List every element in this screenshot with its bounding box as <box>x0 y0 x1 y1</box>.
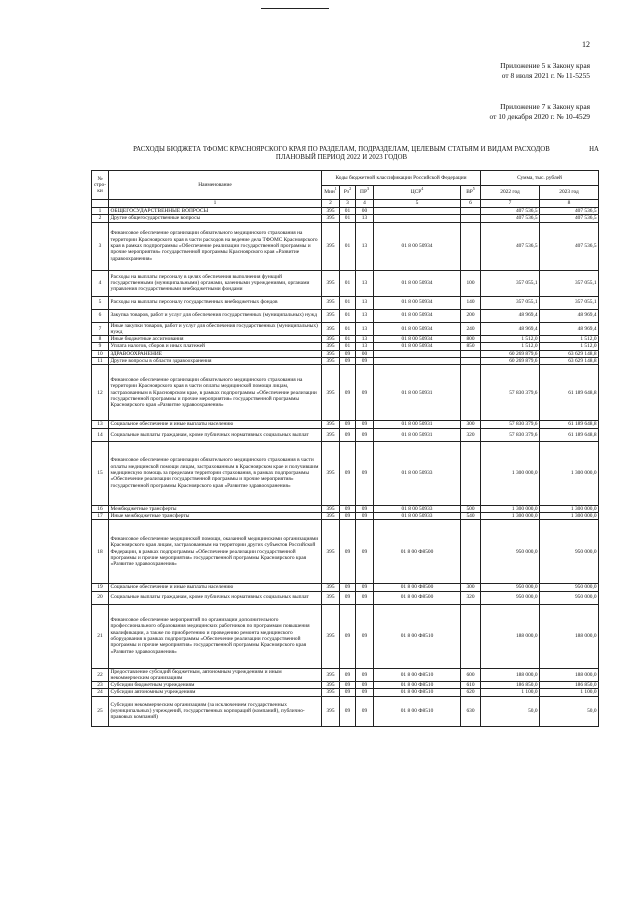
row-min-code: 395 <box>322 584 340 591</box>
row-rz-code: 09 <box>340 358 356 365</box>
column-number: 7 <box>481 200 540 208</box>
row-pr-code: 13 <box>356 343 374 350</box>
row-name: Социальные выплаты гражданам, кроме публичных нормативных социальных выплат <box>109 428 322 441</box>
row-number: 24 <box>92 689 109 696</box>
table-row <box>92 512 599 519</box>
row-name: Финансовое обеспечение организации обязательного медицинского страхования на территории Красноярского края в части оплаты медицинской помощи лицам, застрахованным в Красноярском крае, в рамках подпрограммы «Обеспечение реализации государственной программы и прочие мероприятия» государственной программы Красноярского края «Развитие здравоохранения» <box>109 365 322 421</box>
table-row <box>92 309 599 322</box>
appendix-reference-1 <box>500 61 590 80</box>
row-amount-2023: 950 000,0 <box>540 584 599 591</box>
row-min-code: 395 <box>322 441 340 505</box>
row-min-code: 395 <box>322 309 340 322</box>
header-2022: 2022 год <box>481 186 540 200</box>
row-min-code: 395 <box>322 208 340 215</box>
row-name: Социальное обеспечение и иные выплаты населению <box>109 584 322 591</box>
row-rz-code: 09 <box>340 505 356 512</box>
row-rz-code: 01 <box>340 336 356 343</box>
row-csr-code: 01 8 00 Ф8510 <box>374 668 461 682</box>
header-2023: 2023 год <box>540 186 599 200</box>
table-row <box>92 208 599 215</box>
row-csr-code: 01 8 00 50931 <box>374 428 461 441</box>
row-csr-code: 01 8 00 Ф8500 <box>374 584 461 591</box>
row-min-code: 395 <box>322 358 340 365</box>
row-pr-code: 13 <box>356 309 374 322</box>
row-amount-2023: 1 100,0 <box>540 689 599 696</box>
table-row <box>92 689 599 696</box>
header-pr: $ПР^3$ <box>356 186 374 200</box>
row-amount-2022: 1 100,0 <box>481 689 540 696</box>
row-name: Финансовое обеспечение организации обязательного медицинского страхования на территории Красноярского края в части расходов на ведение дела ТФОМС Красноярского края в рамках подпрограммы «Обеспечение реализации государственной программы и прочие мероприятия» государственной программы Красноярского края «Развитие здравоохранения» <box>109 222 322 270</box>
row-amount-2022: 950 000,0 <box>481 520 540 584</box>
table-row <box>92 322 599 336</box>
row-vr-code: 240 <box>461 322 481 336</box>
row-name: Уплата налогов, сборов и иных платежей <box>109 343 322 350</box>
row-number: 6 <box>92 309 109 322</box>
row-rz-code: 09 <box>340 350 356 357</box>
row-number: 14 <box>92 428 109 441</box>
table-row <box>92 365 599 421</box>
row-rz-code: 01 <box>340 322 356 336</box>
row-amount-2023: 407 536,5 <box>540 208 599 215</box>
row-number: 21 <box>92 604 109 668</box>
table-row <box>92 668 599 682</box>
document-title-line-1: РАСХОДЫ БЮДЖЕТА ТФОМС КРАСНОЯРСКОГО КРАЯ ПО РАЗДЕЛАМ, ПОДРАЗДЕЛАМ, ЦЕЛЕВЫМ СТАТЬЯМ И ВИДАМ РАСХОДОВ <box>133 146 550 153</box>
row-number: 18 <box>92 520 109 584</box>
row-number: 17 <box>92 512 109 519</box>
row-rz-code: 09 <box>340 520 356 584</box>
row-min-code: 395 <box>322 689 340 696</box>
row-amount-2022: 1 300 000,0 <box>481 441 540 505</box>
row-csr-code: 01 8 00 50934 <box>374 309 461 322</box>
row-rz-code: 01 <box>340 270 356 296</box>
budget-table-body <box>92 208 599 727</box>
row-number: 11 <box>92 358 109 365</box>
row-vr-code: 540 <box>461 512 481 519</box>
row-pr-code: 09 <box>356 512 374 519</box>
row-csr-code: 01 8 00 50934 <box>374 270 461 296</box>
row-csr-code: 01 8 00 Ф8510 <box>374 696 461 726</box>
row-pr-code: 09 <box>356 682 374 689</box>
row-rz-code: 01 <box>340 309 356 322</box>
header-min: Мин$^1$ <box>322 186 340 200</box>
row-amount-2022: 60 269 879,6 <box>481 358 540 365</box>
row-pr-code: 09 <box>356 696 374 726</box>
row-amount-2022: 1 300 000,0 <box>481 512 540 519</box>
row-vr-code <box>461 350 481 357</box>
appendix-reference-2 <box>490 102 590 121</box>
row-vr-code <box>461 604 481 668</box>
row-amount-2022: 48 969,4 <box>481 322 540 336</box>
row-amount-2023: 1 512,0 <box>540 343 599 350</box>
header-classification-codes: Коды бюджетной классификации Российской Федерации <box>322 171 481 186</box>
row-name: Финансовое обеспечение организации обязательного медицинского страхования в части оплаты медицинской помощи лицам, застрахованным в Красноярском крае и получившим медицинскую помощь за пределами территории страхования, в рамках подпрограммы «Обеспечение реализации государственной программы и прочие мероприятия» государственной программы Красноярского края «Развитие здравоохранения» <box>109 441 322 505</box>
table-row <box>92 343 599 350</box>
row-min-code: 395 <box>322 222 340 270</box>
appendix-1-line-1: Приложение 5 к Закону края <box>500 61 590 70</box>
row-number: 1 <box>92 208 109 215</box>
row-min-code: 395 <box>322 215 340 222</box>
row-rz-code: 09 <box>340 441 356 505</box>
table-row <box>92 296 599 309</box>
row-number: 12 <box>92 365 109 421</box>
header-row-number: № стро-ки <box>92 171 109 200</box>
row-amount-2023: 61 189 648,8 <box>540 365 599 421</box>
column-number: 3 <box>340 200 356 208</box>
header-sum: Сумма, тыс. рублей <box>481 171 599 186</box>
row-vr-code: 100 <box>461 270 481 296</box>
row-amount-2023: 1 512,0 <box>540 336 599 343</box>
row-pr-code: 00 <box>356 208 374 215</box>
row-amount-2022: 188 000,0 <box>481 604 540 668</box>
row-min-code: 395 <box>322 343 340 350</box>
row-number: 9 <box>92 343 109 350</box>
header-csr: ЦСР$^4$ <box>374 186 461 200</box>
table-row <box>92 591 599 604</box>
row-number: 7 <box>92 322 109 336</box>
row-number: 5 <box>92 296 109 309</box>
row-name: Иные закупки товаров, работ и услуг для обеспечения государственных (муниципальных) нужд <box>109 322 322 336</box>
table-row <box>92 505 599 512</box>
row-vr-code: 850 <box>461 343 481 350</box>
row-csr-code: 01 8 00 Ф8510 <box>374 604 461 668</box>
table-row <box>92 270 599 296</box>
row-name: Субсидии бюджетным учреждениям <box>109 682 322 689</box>
row-name: Субсидии автономным учреждениям <box>109 689 322 696</box>
row-name: Иные бюджетные ассигнования <box>109 336 322 343</box>
table-row <box>92 215 599 222</box>
row-pr-code: 13 <box>356 215 374 222</box>
row-min-code: 395 <box>322 520 340 584</box>
row-min-code: 395 <box>322 696 340 726</box>
page-number: 12 <box>582 40 590 49</box>
row-amount-2022: 407 536,5 <box>481 215 540 222</box>
row-csr-code: 01 8 00 50934 <box>374 343 461 350</box>
appendix-2-line-2: от 10 декабря 2020 г. № 10-4529 <box>489 111 590 121</box>
row-amount-2023: 188 000,0 <box>540 604 599 668</box>
row-amount-2022: 357 055,1 <box>481 296 540 309</box>
row-number: 23 <box>92 682 109 689</box>
row-csr-code: 01 8 00 50934 <box>374 222 461 270</box>
row-amount-2022: 1 512,0 <box>481 336 540 343</box>
row-min-code: 395 <box>322 270 340 296</box>
row-csr-code: 01 8 00 Ф8510 <box>374 682 461 689</box>
row-rz-code: 09 <box>340 668 356 682</box>
table-row <box>92 428 599 441</box>
row-vr-code <box>461 215 481 222</box>
row-pr-code: 09 <box>356 441 374 505</box>
row-amount-2022: 57 830 379,6 <box>481 428 540 441</box>
column-number: 1 <box>109 200 322 208</box>
row-amount-2022: 186 850,0 <box>481 682 540 689</box>
column-number-row <box>92 200 599 208</box>
row-pr-code: 00 <box>356 350 374 357</box>
row-name: Социальные выплаты гражданам, кроме публичных нормативных социальных выплат <box>109 591 322 604</box>
row-number: 13 <box>92 421 109 428</box>
row-vr-code <box>461 520 481 584</box>
row-amount-2022: 57 830 379,6 <box>481 421 540 428</box>
row-vr-code <box>461 365 481 421</box>
row-amount-2023: 61 189 648,8 <box>540 421 599 428</box>
row-amount-2023: 357 055,1 <box>540 270 599 296</box>
row-amount-2023: 48 969,4 <box>540 309 599 322</box>
table-row <box>92 441 599 505</box>
table-row <box>92 696 599 726</box>
table-row <box>92 222 599 270</box>
row-name: Финансовое обеспечение мероприятий по организации дополнительного профессионального образования медицинских работников по программам повышения квалификации, а также по приобретению и проведению ремонта медицинского оборудования в рамках подпрограммы «Обеспечение реализации государственной программы и прочие мероприятия» государственной программы Красноярского края «Развитие здравоохранения» <box>109 604 322 668</box>
row-amount-2023: 1 300 000,0 <box>540 512 599 519</box>
row-name: Предоставление субсидий бюджетным, автономным учреждениям и иным некоммерческим организациям <box>109 668 322 682</box>
row-name: ЗДРАВООХРАНЕНИЕ <box>109 350 322 357</box>
row-number: 22 <box>92 668 109 682</box>
row-pr-code: 09 <box>356 604 374 668</box>
row-pr-code: 13 <box>356 322 374 336</box>
row-vr-code <box>461 222 481 270</box>
row-pr-code: 09 <box>356 428 374 441</box>
table-row <box>92 350 599 357</box>
row-amount-2023: 407 536,5 <box>540 215 599 222</box>
document-title-na: НА <box>589 146 599 153</box>
row-amount-2022: 407 536,5 <box>481 222 540 270</box>
header-rz: $Рз^2$ <box>340 186 356 200</box>
row-name: Финансовое обеспечение медицинской помощи, оказанной медицинскими организациями Красноярского края лицам, застрахованным на территории других субъектов Российской Федерации, в рамках подпрограммы «Обеспечение реализации государственной программы и прочие мероприятия» государственной программы Красноярского края «Развитие здравоохранения» <box>109 520 322 584</box>
row-number: 4 <box>92 270 109 296</box>
row-rz-code: 09 <box>340 428 356 441</box>
row-rz-code: 01 <box>340 222 356 270</box>
table-row <box>92 421 599 428</box>
row-rz-code: 01 <box>340 215 356 222</box>
row-min-code: 395 <box>322 668 340 682</box>
row-csr-code: 01 8 00 Ф8500 <box>374 591 461 604</box>
row-number: 25 <box>92 696 109 726</box>
row-rz-code: 09 <box>340 682 356 689</box>
row-pr-code: 09 <box>356 520 374 584</box>
row-amount-2022: 1 300 000,0 <box>481 505 540 512</box>
row-name: Расходы на выплаты персоналу государственных внебюджетных фондов <box>109 296 322 309</box>
table-row <box>92 520 599 584</box>
row-rz-code: 09 <box>340 604 356 668</box>
row-name: Расходы на выплаты персоналу в целях обеспечения выполнения функций государственными (муниципальными) органами, казенными учреждениями, органами управления государственными внебюджетными фондами <box>109 270 322 296</box>
column-number: 8 <box>540 200 599 208</box>
row-pr-code: 09 <box>356 365 374 421</box>
row-min-code: 395 <box>322 428 340 441</box>
row-name: Иные межбюджетные трансферты <box>109 512 322 519</box>
row-min-code: 395 <box>322 604 340 668</box>
document-title-line-2: ПЛАНОВЫЙ ПЕРИОД 2022 И 2023 ГОДОВ <box>275 154 408 162</box>
row-vr-code: 600 <box>461 668 481 682</box>
row-rz-code: 09 <box>340 365 356 421</box>
row-amount-2022: 950 000,0 <box>481 591 540 604</box>
row-number: 20 <box>92 591 109 604</box>
row-vr-code: 140 <box>461 296 481 309</box>
column-number: 2 <box>322 200 340 208</box>
row-rz-code: 09 <box>340 689 356 696</box>
row-pr-code: 13 <box>356 222 374 270</box>
row-min-code: 395 <box>322 505 340 512</box>
row-csr-code: 01 8 00 50931 <box>374 421 461 428</box>
column-number: 6 <box>461 200 481 208</box>
row-csr-code: 01 8 00 50933 <box>374 512 461 519</box>
row-csr-code: 01 8 00 50934 <box>374 296 461 309</box>
row-pr-code: 09 <box>356 358 374 365</box>
row-csr-code <box>374 358 461 365</box>
row-amount-2022: 48 969,4 <box>481 309 540 322</box>
row-vr-code: 500 <box>461 505 481 512</box>
row-min-code: 395 <box>322 421 340 428</box>
row-pr-code: 09 <box>356 584 374 591</box>
top-rule <box>261 8 329 9</box>
table-row <box>92 682 599 689</box>
row-pr-code: 09 <box>356 668 374 682</box>
row-amount-2023: 63 629 148,8 <box>540 350 599 357</box>
row-amount-2023: 950 000,0 <box>540 591 599 604</box>
row-amount-2022: 1 512,0 <box>481 343 540 350</box>
row-min-code: 395 <box>322 682 340 689</box>
row-amount-2022: 50,0 <box>481 696 540 726</box>
column-number: 5 <box>374 200 461 208</box>
row-vr-code: 630 <box>461 696 481 726</box>
row-csr-code <box>374 215 461 222</box>
document-title <box>84 146 599 162</box>
row-vr-code: 320 <box>461 428 481 441</box>
row-name: Межбюджетные трансферты <box>109 505 322 512</box>
row-pr-code: 09 <box>356 421 374 428</box>
row-amount-2022: 57 830 379,6 <box>481 365 540 421</box>
row-csr-code: 01 8 00 50931 <box>374 365 461 421</box>
row-amount-2023: 188 000,0 <box>540 668 599 682</box>
row-amount-2023: 950 000,0 <box>540 520 599 584</box>
row-number: 15 <box>92 441 109 505</box>
row-csr-code: 01 8 00 Ф8500 <box>374 520 461 584</box>
row-amount-2023: 1 300 000,0 <box>540 505 599 512</box>
budget-table <box>91 170 599 727</box>
row-vr-code: 800 <box>461 336 481 343</box>
row-vr-code <box>461 208 481 215</box>
row-rz-code: 09 <box>340 421 356 428</box>
row-min-code: 395 <box>322 365 340 421</box>
row-number: 2 <box>92 215 109 222</box>
row-vr-code: 300 <box>461 584 481 591</box>
row-pr-code: 09 <box>356 505 374 512</box>
table-row <box>92 604 599 668</box>
row-pr-code: 09 <box>356 689 374 696</box>
row-pr-code: 09 <box>356 591 374 604</box>
row-number: 19 <box>92 584 109 591</box>
row-csr-code: 01 8 00 50934 <box>374 336 461 343</box>
row-number: 10 <box>92 350 109 357</box>
row-name: Субсидии некоммерческим организациям (за исключением государственных (муниципальных) учреждений, государственных корпораций (компаний), публично-правовых компаний) <box>109 696 322 726</box>
row-csr-code: 01 8 00 50933 <box>374 441 461 505</box>
row-csr-code: 01 8 00 50933 <box>374 505 461 512</box>
row-amount-2023: 357 055,1 <box>540 296 599 309</box>
row-csr-code: 01 8 00 Ф8510 <box>374 689 461 696</box>
row-name: Закупка товаров, работ и услуг для обеспечения государственных (муниципальных) нужд <box>109 309 322 322</box>
column-number: 4 <box>356 200 374 208</box>
row-min-code: 395 <box>322 336 340 343</box>
row-vr-code: 620 <box>461 689 481 696</box>
row-rz-code: 09 <box>340 696 356 726</box>
row-min-code: 395 <box>322 512 340 519</box>
row-amount-2023: 48 969,4 <box>540 322 599 336</box>
row-number: 16 <box>92 505 109 512</box>
row-amount-2023: 63 629 148,8 <box>540 358 599 365</box>
row-rz-code: 09 <box>340 584 356 591</box>
row-vr-code <box>461 358 481 365</box>
row-name: Другие вопросы в области здравоохранения <box>109 358 322 365</box>
row-min-code: 395 <box>322 322 340 336</box>
row-amount-2022: 950 000,0 <box>481 584 540 591</box>
row-min-code: 395 <box>322 296 340 309</box>
table-row <box>92 358 599 365</box>
row-rz-code: 01 <box>340 343 356 350</box>
row-amount-2023: 61 189 648,8 <box>540 428 599 441</box>
table-row <box>92 584 599 591</box>
row-csr-code <box>374 208 461 215</box>
row-amount-2022: 60 269 879,6 <box>481 350 540 357</box>
row-csr-code: 01 8 00 50934 <box>374 322 461 336</box>
row-amount-2022: 407 536,5 <box>481 208 540 215</box>
row-pr-code: 13 <box>356 336 374 343</box>
row-rz-code: 09 <box>340 591 356 604</box>
row-amount-2023: 50,0 <box>540 696 599 726</box>
row-vr-code <box>461 441 481 505</box>
row-amount-2023: 407 536,5 <box>540 222 599 270</box>
row-min-code: 395 <box>322 350 340 357</box>
header-name: Наименование <box>109 171 322 200</box>
row-number: 3 <box>92 222 109 270</box>
column-number <box>92 200 109 208</box>
row-amount-2023: 186 850,0 <box>540 682 599 689</box>
row-name: ОБЩЕГОСУДАРСТВЕННЫЕ ВОПРОСЫ <box>109 208 322 215</box>
row-rz-code: 09 <box>340 512 356 519</box>
row-vr-code: 200 <box>461 309 481 322</box>
row-min-code: 395 <box>322 591 340 604</box>
row-vr-code: 320 <box>461 591 481 604</box>
header-vr: $ВР^5$ <box>461 186 481 200</box>
appendix-1-line-2: от 8 июля 2021 г. № 11-5255 <box>501 70 590 80</box>
row-name: Другие общегосударственные вопросы <box>109 215 322 222</box>
row-amount-2022: 357 055,1 <box>481 270 540 296</box>
row-amount-2023: 1 300 000,0 <box>540 441 599 505</box>
row-amount-2022: 188 000,0 <box>481 668 540 682</box>
row-name: Социальное обеспечение и иные выплаты населению <box>109 421 322 428</box>
row-pr-code: 13 <box>356 296 374 309</box>
row-pr-code: 13 <box>356 270 374 296</box>
row-csr-code <box>374 350 461 357</box>
table-row <box>92 336 599 343</box>
row-vr-code: 300 <box>461 421 481 428</box>
row-vr-code: 610 <box>461 682 481 689</box>
row-number: 8 <box>92 336 109 343</box>
row-rz-code: 01 <box>340 208 356 215</box>
appendix-2-line-1: Приложение 7 к Закону края <box>500 102 590 111</box>
row-rz-code: 01 <box>340 296 356 309</box>
